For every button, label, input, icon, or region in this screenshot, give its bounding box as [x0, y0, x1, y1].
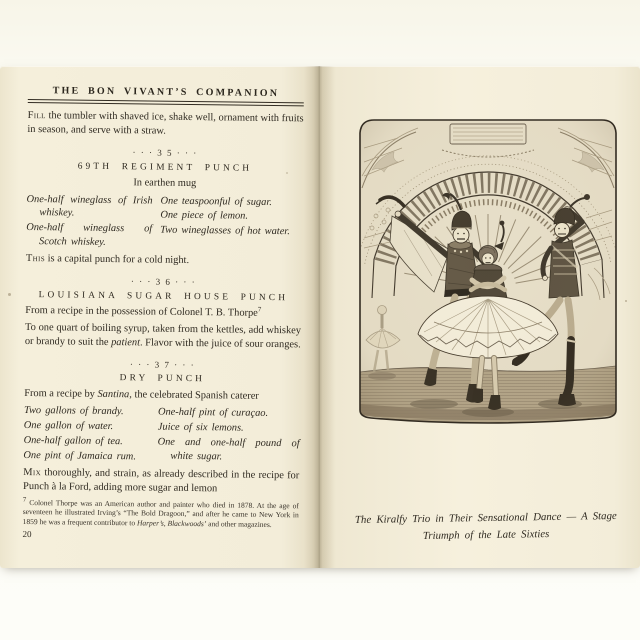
ingredients-column-right [157, 406, 300, 467]
lead-word: Fill [27, 110, 46, 122]
intro-text: the tumbler with shaved ice, shake well, ornament with fruits in season, and serve with a straw. [27, 110, 304, 137]
engraving-content [358, 118, 618, 428]
lead-word: This [25, 253, 46, 265]
recipe-body [25, 321, 301, 352]
ingredients-column-left [23, 404, 150, 464]
body-italic-word: patient [111, 336, 141, 349]
header-rule [28, 99, 304, 106]
recipe-title: 69TH REGIMENT PUNCH [77, 161, 253, 174]
footnote-mark: 7 [22, 496, 27, 504]
note-text: thoroughly, and strain, as already described in the recipe for Punch à la Ford, adding more sugar and lemon [23, 467, 300, 495]
gutter-shadow [304, 66, 334, 568]
recipe-number: · · · 3 6 · · · [130, 276, 197, 288]
ingredients-column-left [26, 193, 153, 251]
ingredient-item: Two wineglasses of hot water. [160, 224, 290, 238]
paper-speck [286, 172, 288, 174]
ingredients-column-right [160, 194, 303, 253]
ingredient-item: One teaspoonful of sugar. [160, 195, 272, 208]
paper-speck [625, 300, 627, 302]
recipe-37-section [23, 358, 301, 498]
footnote-mark: 7 [257, 306, 262, 314]
caption-line: The Kiralfy Trio in Their Sensational Dance — A Stage [354, 509, 617, 527]
caption-line: Triumph of the Late Sixties [422, 527, 550, 542]
ingredients-columns [23, 404, 300, 466]
footnote-text: Colonel Thorpe was an American author and painter who died in 1878. At the age of seventeen he illustrated Irving’s “The Bold Dragoon,” and after he came to New York in 1859 he was a frequent contributor to [22, 497, 299, 528]
recipe-number: · · · 3 5 · · · [132, 146, 198, 158]
ingredient-item: One and one-half pound of white sugar. [157, 436, 300, 463]
ingredient-item: One-half gallon of tea. [23, 434, 123, 448]
stage-dancers-illustration [358, 118, 618, 428]
footnote-text: and other magazines. [206, 519, 272, 530]
recipe-source-line [25, 304, 301, 321]
recipe-35-section [26, 146, 303, 270]
ingredient-item: One-half wineglass of Scotch whiskey. [26, 221, 153, 248]
ingredients-columns [26, 193, 303, 253]
body-text: . Flavor with the juice of sour oranges. [139, 337, 301, 351]
intro-paragraph [27, 109, 303, 140]
ingredient-item: One-half pint of curaçao. [157, 407, 269, 420]
footnote-italic: Harper’s, Blackwoods’ [136, 518, 207, 529]
source-text: From a recipe in the possession of Colonel T. B. Thorpe [25, 305, 258, 320]
recipe-note [26, 252, 302, 269]
body-text: To one quart of boiling syrup, taken from the kettles, add whiskey or brandy to suit the [24, 322, 302, 348]
photo-vignette [358, 118, 618, 428]
left-page [22, 84, 304, 544]
open-book-spread [0, 66, 640, 568]
source-italic-word: Santina [97, 388, 130, 400]
lead-word: Mix [23, 467, 42, 479]
ingredient-item: One pint of Jamaica rum. [23, 449, 137, 462]
recipe-title: LOUISIANA SUGAR HOUSE PUNCH [38, 290, 289, 304]
running-header: THE BON VIVANT’S COMPANION [52, 85, 280, 100]
note-text: is a capital punch for a cold night. [45, 253, 190, 267]
ingredient-item: One piece of lemon. [160, 209, 249, 222]
paper-speck [8, 293, 11, 296]
recipe-36-section [25, 275, 302, 352]
source-text: From a recipe by [24, 387, 98, 400]
page-number: 20 [22, 528, 32, 539]
ingredient-item: One gallon of water. [23, 420, 114, 433]
recipe-subtitle: In earthen mug [133, 177, 197, 189]
recipe-note [23, 466, 299, 497]
ingredient-item: Juice of six lemons. [157, 421, 244, 434]
footnote [23, 498, 299, 530]
illustration-caption [346, 508, 626, 546]
ingredient-item: Two gallons of brandy. [23, 405, 124, 418]
recipe-number: · · · 3 7 · · · [129, 358, 196, 370]
recipe-title: DRY PUNCH [119, 373, 206, 385]
recipe-source-line [24, 387, 300, 404]
ingredient-item: One-half wineglass of Irish whiskey. [26, 193, 153, 219]
source-text: , the celebrated Spanish caterer [129, 388, 259, 402]
